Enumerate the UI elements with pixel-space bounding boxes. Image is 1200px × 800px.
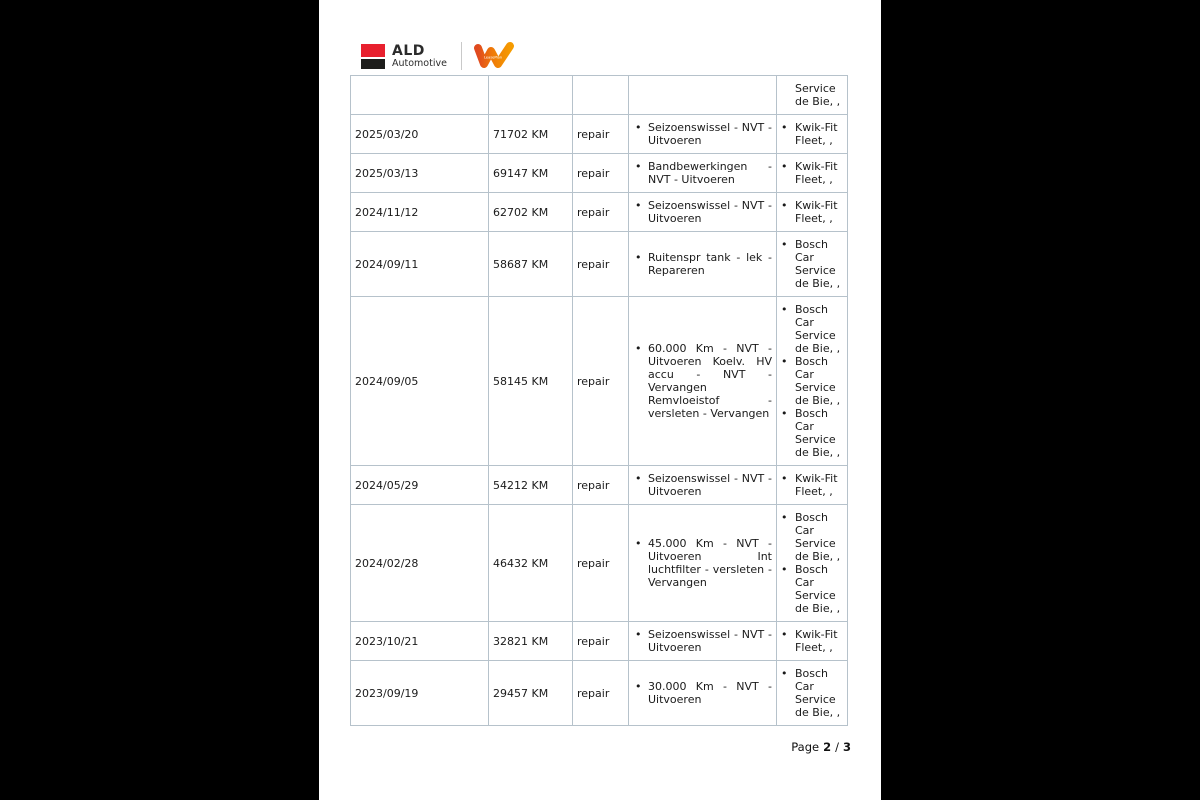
supplier-item [781, 511, 843, 563]
cell-date: 2025/03/20 [351, 115, 489, 154]
cell-date: 2024/09/05 [351, 297, 489, 466]
bullet-icon: • [781, 160, 788, 173]
cell-supplier [777, 661, 848, 726]
supplier-item [781, 303, 843, 355]
cell-supplier [777, 466, 848, 505]
cell-type: repair [573, 622, 629, 661]
cell-service-description [629, 76, 777, 115]
cell-supplier [777, 505, 848, 622]
bullet-icon: • [781, 121, 788, 134]
supplier-item-text: Kwik-Fit Fleet, , [795, 628, 838, 654]
bullet-icon: • [781, 511, 788, 524]
ald-automotive-logo [361, 44, 447, 69]
service-item-text: Seizoenswissel - NVT - Uitvoeren [648, 121, 772, 147]
cell-mileage: 29457 KM [489, 661, 573, 726]
cell-date: 2023/09/19 [351, 661, 489, 726]
cell-type: repair [573, 466, 629, 505]
cell-type [573, 76, 629, 115]
bullet-icon: • [635, 342, 642, 355]
table-row [351, 661, 848, 726]
cell-service-description [629, 154, 777, 193]
cell-supplier [777, 622, 848, 661]
service-item [633, 472, 772, 498]
cell-service-description [629, 193, 777, 232]
cell-service-description [629, 232, 777, 297]
cell-service-description [629, 297, 777, 466]
bullet-icon: • [781, 472, 788, 485]
supplier-item [781, 472, 843, 498]
cell-date [351, 76, 489, 115]
supplier-item-text: Bosch Car Service de Bie, , [795, 563, 841, 615]
supplier-item-text: Kwik-Fit Fleet, , [795, 160, 838, 186]
document-page [319, 0, 881, 800]
cell-date: 2025/03/13 [351, 154, 489, 193]
ald-logo-red-block [361, 44, 385, 57]
cell-mileage [489, 76, 573, 115]
table-row [351, 232, 848, 297]
service-item [633, 199, 772, 225]
logo-divider [461, 42, 462, 70]
supplier-item [781, 238, 843, 290]
table-row [351, 466, 848, 505]
cell-mileage: 69147 KM [489, 154, 573, 193]
service-item [633, 251, 772, 277]
service-item-text: Seizoenswissel - NVT - Uitvoeren [648, 199, 772, 225]
cell-type: repair [573, 154, 629, 193]
header-logos [361, 41, 516, 71]
bullet-icon: • [635, 537, 642, 550]
cell-supplier [777, 115, 848, 154]
page-separator: / [835, 740, 839, 754]
cell-service-description [629, 661, 777, 726]
supplier-item-text: Kwik-Fit Fleet, , [795, 472, 838, 498]
cell-mileage: 54212 KM [489, 466, 573, 505]
bullet-icon: • [781, 355, 788, 368]
service-item-text: 60.000 Km - NVT - Uitvoeren Koelv. HV accu - NVT - Vervangen Remvloeistof - versleten - Vervangen [648, 342, 772, 420]
supplier-item [781, 160, 843, 186]
cell-mileage: 46432 KM [489, 505, 573, 622]
cell-mileage: 32821 KM [489, 622, 573, 661]
cell-type: repair [573, 232, 629, 297]
cell-type: repair [573, 661, 629, 726]
supplier-item-text: Bosch Car Service de Bie, , [795, 238, 841, 290]
bullet-icon: • [781, 667, 788, 680]
supplier-item-text: Service de Bie, , [795, 82, 841, 108]
table-row [351, 154, 848, 193]
supplier-item-text: Bosch Car Service de Bie, , [795, 667, 841, 719]
cell-mileage: 58687 KM [489, 232, 573, 297]
cell-mileage: 58145 KM [489, 297, 573, 466]
table-row [351, 297, 848, 466]
cell-date: 2024/09/11 [351, 232, 489, 297]
table-row [351, 76, 848, 115]
bullet-icon: • [781, 407, 788, 420]
page-current-number: 2 [823, 740, 832, 754]
bullet-icon: • [781, 303, 788, 316]
cell-date: 2024/05/29 [351, 466, 489, 505]
page-label: Page [791, 740, 820, 754]
maintenance-history-table [350, 75, 848, 726]
page-total-number: 3 [842, 740, 851, 754]
bullet-icon: • [781, 563, 788, 576]
supplier-item-text: Bosch Car Service de Bie, , [795, 303, 841, 355]
supplier-item-text: Kwik-Fit Fleet, , [795, 121, 838, 147]
bullet-icon: • [635, 680, 642, 693]
cell-service-description [629, 622, 777, 661]
supplier-item [781, 121, 843, 147]
cell-supplier [777, 297, 848, 466]
cell-date: 2024/02/28 [351, 505, 489, 622]
supplier-item [781, 355, 843, 407]
cell-service-description [629, 466, 777, 505]
ald-logo-black-block [361, 59, 385, 69]
bullet-icon: • [635, 121, 642, 134]
page-footer [791, 740, 851, 754]
bullet-icon: • [635, 251, 642, 264]
ald-name-text: ALD [392, 42, 425, 59]
service-item [633, 342, 772, 420]
cell-date: 2023/10/21 [351, 622, 489, 661]
table-row [351, 622, 848, 661]
supplier-item-text: Bosch Car Service de Bie, , [795, 407, 841, 459]
service-item [633, 628, 772, 654]
service-item-text: Bandbewerkingen - NVT - Uitvoeren [648, 160, 772, 186]
cell-supplier [777, 232, 848, 297]
leaseplan-name-text: LeasePlan [483, 55, 503, 60]
bullet-icon: • [781, 628, 788, 641]
bullet-icon: • [781, 199, 788, 212]
service-item-text: Ruitenspr tank - lek - Repareren [648, 251, 772, 277]
service-item-text: 30.000 Km - NVT - Uitvoeren [648, 680, 772, 706]
supplier-item [781, 407, 843, 459]
cell-date: 2024/11/12 [351, 193, 489, 232]
cell-supplier [777, 76, 848, 115]
bullet-icon: • [635, 199, 642, 212]
supplier-item [781, 667, 843, 719]
cell-service-description [629, 115, 777, 154]
bullet-icon: • [781, 238, 788, 251]
cell-type: repair [573, 193, 629, 232]
supplier-item [781, 628, 843, 654]
supplier-item-text: Kwik-Fit Fleet, , [795, 199, 838, 225]
cell-type: repair [573, 297, 629, 466]
table-row [351, 193, 848, 232]
supplier-item [781, 563, 843, 615]
cell-supplier [777, 154, 848, 193]
table-row [351, 115, 848, 154]
service-item-text: 45.000 Km - NVT - Uitvoeren Int luchtfilter - versleten - Vervangen [648, 537, 772, 589]
supplier-item [781, 199, 843, 225]
service-item [633, 537, 772, 589]
ald-wordmark [392, 44, 447, 69]
bullet-icon: • [635, 160, 642, 173]
ald-logo-icon [361, 44, 385, 69]
cell-type: repair [573, 505, 629, 622]
table-row [351, 505, 848, 622]
service-item [633, 160, 772, 186]
supplier-item-text: Bosch Car Service de Bie, , [795, 355, 841, 407]
cell-mileage: 71702 KM [489, 115, 573, 154]
leaseplan-logo-icon [472, 40, 516, 72]
service-item-text: Seizoenswissel - NVT - Uitvoeren [648, 472, 772, 498]
service-item [633, 121, 772, 147]
bullet-icon: • [635, 628, 642, 641]
cell-service-description [629, 505, 777, 622]
ald-division-text: Automotive [392, 57, 447, 69]
cell-mileage: 62702 KM [489, 193, 573, 232]
service-item [633, 680, 772, 706]
supplier-item-text: Bosch Car Service de Bie, , [795, 511, 841, 563]
bullet-icon: • [635, 472, 642, 485]
cell-supplier [777, 193, 848, 232]
cell-type: repair [573, 115, 629, 154]
supplier-item-continued [781, 82, 843, 108]
service-item-text: Seizoenswissel - NVT - Uitvoeren [648, 628, 772, 654]
